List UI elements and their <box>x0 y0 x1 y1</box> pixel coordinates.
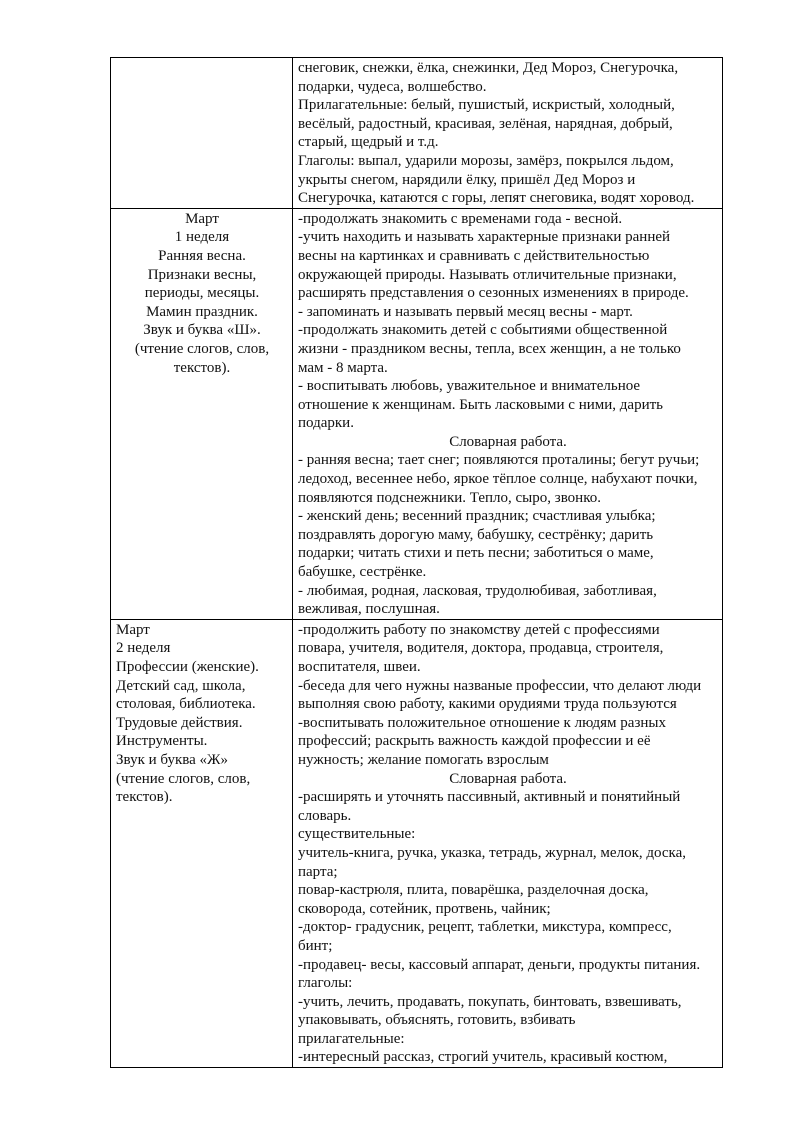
topic-line: периоды, месяцы. <box>144 285 260 302</box>
content-line: ледоход, весеннее небо, яркое тёплое солнце, набухают почки, <box>298 471 698 488</box>
content-cell <box>293 619 723 1067</box>
content-line: воспитателя, швеи. <box>298 659 421 675</box>
topic-line: Март <box>185 210 219 227</box>
content-line: появляются подснежники. Тепло, сыро, звонко. <box>298 489 601 506</box>
content-line: существительные: <box>298 826 416 843</box>
content-line: -продолжать знакомить с временами года - весной. <box>298 210 623 227</box>
content-line: -учить находить и называть характерные признаки ранней <box>298 229 671 246</box>
content-line: весёлый, радостный, красивая, зелёная, нарядная, добрый, <box>298 115 673 132</box>
topic-line: Трудовые действия. <box>116 714 243 731</box>
topic-line: (чтение слогов, слов, <box>134 340 270 357</box>
content-cell <box>293 58 723 209</box>
table-row <box>111 58 723 209</box>
content-line: поздравлять дорогую маму, бабушку, сестрёнку; дарить <box>298 526 654 543</box>
content-line: -продолжать знакомить детей с событиями общественной <box>298 322 668 339</box>
content-line: выполняя свою работу, какими орудиями труда пользуются <box>298 696 677 713</box>
topic-line: Ранняя весна. <box>158 247 246 264</box>
content-line: подарки; читать стихи и петь песни; заботиться о маме, <box>298 545 654 562</box>
table-row <box>111 619 723 1067</box>
content-line: подарки, чудеса, волшебство. <box>298 78 487 95</box>
content-line: подарки. <box>298 415 354 432</box>
topic-line: текстов). <box>173 359 231 376</box>
content-line: учитель-книга, ручка, указка, тетрадь, журнал, мелок, доска, <box>298 844 686 861</box>
content-line: -продавец- весы, кассовый аппарат, деньги, продукты питания. <box>298 956 701 973</box>
content-line: парта; <box>298 863 338 880</box>
content-line: Снегурочка, катаются с горы, лепят снеговика, водят хоровод. <box>298 190 695 207</box>
content-line: - женский день; весенний праздник; счастливая улыбка; <box>298 508 656 525</box>
content-line: -беседа для чего нужны названые профессии, что делают люди <box>298 677 702 694</box>
topic-cell <box>111 619 293 1067</box>
content-line: повара, учителя, водителя, доктора, продавца, строителя, <box>298 640 664 657</box>
topic-line: Признаки весны, <box>147 266 257 283</box>
content-line: отношение к женщинам. Быть ласковыми с ними, дарить <box>298 396 663 413</box>
content-line: упаковывать, объяснять, готовить, взбивать <box>298 1012 576 1029</box>
content-line: весны на картинках и сравнивать с действительностью <box>298 247 650 264</box>
content-line: укрыты снегом, нарядили ёлку, пришёл Дед Мороз и <box>298 171 636 188</box>
topic-line: Звук и буква «Ж» <box>116 751 228 768</box>
topic-line: Инструменты. <box>116 733 208 750</box>
topic-cell <box>111 58 293 209</box>
topic-cell <box>111 208 293 619</box>
content-line: - воспитывать любовь, уважительное и внимательное <box>298 378 641 395</box>
content-line: -воспитывать положительное отношение к людям разных <box>298 714 666 731</box>
topic-line: Детский сад, школа, <box>116 677 246 694</box>
content-line: -продолжить работу по знакомству детей с профессиями <box>298 621 660 638</box>
content-cell <box>293 208 723 619</box>
content-line: - ранняя весна; тает снег; появляются проталины; бегут ручьи; <box>298 452 700 469</box>
content-line: бабушке, сестрёнке. <box>298 564 427 581</box>
topic-line: 1 неделя <box>174 229 230 246</box>
content-line: словарь. <box>298 807 352 824</box>
content-line: повар-кастрюля, плита, поварёшка, разделочная доска, <box>298 882 649 899</box>
content-line: вежливая, послушная. <box>298 601 440 618</box>
content-line: глаголы: <box>298 975 353 992</box>
topic-line: (чтение слогов, слов, <box>116 770 251 787</box>
topic-line: Профессии (женские). <box>116 659 259 675</box>
content-line: профессий; раскрыть важность каждой профессии и её <box>298 733 651 750</box>
content-line: -интересный рассказ, строгий учитель, красивый костюм, <box>298 1049 668 1066</box>
content-line: старый, щедрый и т.д. <box>298 134 439 151</box>
content-line: -доктор- градусник, рецепт, таблетки, микстура, компресс, <box>298 919 672 936</box>
content-line: сковорода, сотейник, протвень, чайник; <box>298 900 551 917</box>
topic-line: столовая, библиотека. <box>116 696 256 713</box>
topic-line: текстов). <box>116 789 173 806</box>
section-heading: Словарная работа. <box>449 770 567 787</box>
content-line: жизни - праздником весны, тепла, всех женщин, а не только <box>298 340 681 357</box>
table-row <box>111 208 723 619</box>
content-line: нужность; желание помогать взрослым <box>298 751 549 768</box>
content-line: расширять представления о сезонных изменениях в природе. <box>298 285 689 302</box>
content-line: -учить, лечить, продавать, покупать, бинтовать, взвешивать, <box>298 993 682 1010</box>
topic-line: 2 неделя <box>116 640 171 657</box>
content-line: снеговик, снежки, ёлка, снежинки, Дед Мороз, Снегурочка, <box>298 60 679 76</box>
content-line: бинт; <box>298 937 333 954</box>
content-line: -расширять и уточнять пассивный, активный и понятийный <box>298 789 681 806</box>
content-line: Прилагательные: белый, пушистый, искристый, холодный, <box>298 97 675 114</box>
topic-line: Мамин праздник. <box>146 303 258 320</box>
content-line: - запоминать и называть первый месяц весны - март. <box>298 303 633 320</box>
lesson-plan-table <box>110 57 723 1068</box>
content-line: прилагательные: <box>298 1030 405 1047</box>
content-line: окружающей природы. Называть отличительные признаки, <box>298 266 677 283</box>
section-heading: Словарная работа. <box>449 433 567 450</box>
content-line: мам - 8 марта. <box>298 359 388 376</box>
content-line: - любимая, родная, ласковая, трудолюбивая, заботливая, <box>298 582 657 599</box>
topic-line: Март <box>116 621 150 638</box>
topic-line: Звук и буква «Ш». <box>143 322 261 339</box>
content-line: Глаголы: выпал, ударили морозы, замёрз, покрылся льдом, <box>298 152 674 169</box>
